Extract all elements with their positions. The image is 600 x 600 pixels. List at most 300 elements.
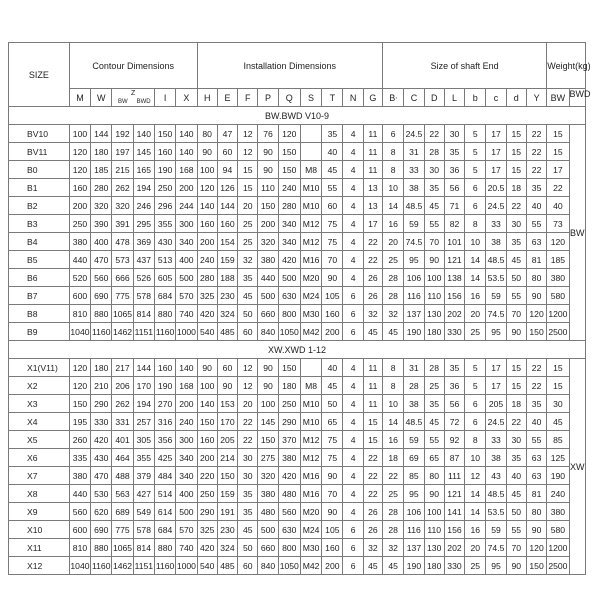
row-size-name: B1 bbox=[9, 179, 70, 197]
table-cell: 85 bbox=[404, 467, 424, 485]
table-cell: 28 bbox=[404, 377, 424, 395]
table-cell: 60 bbox=[217, 359, 237, 377]
row-size-name: X7 bbox=[9, 467, 70, 485]
table-cell: 180 bbox=[424, 557, 444, 575]
table-cell: 110 bbox=[424, 521, 444, 539]
table-cell: 430 bbox=[91, 449, 112, 467]
z-bw-label: BW bbox=[117, 99, 128, 105]
table-cell: 270 bbox=[154, 395, 175, 413]
col-b: b bbox=[465, 89, 486, 107]
table-cell: 217 bbox=[112, 359, 133, 377]
table-cell: M24 bbox=[300, 287, 321, 305]
table-cell: 48.5 bbox=[404, 197, 424, 215]
table-cell: 480 bbox=[258, 503, 278, 521]
table-cell: 160 bbox=[217, 215, 237, 233]
table-cell: 740 bbox=[176, 305, 197, 323]
table-row bbox=[9, 395, 586, 413]
table-cell: 420 bbox=[91, 431, 112, 449]
table-cell: 330 bbox=[444, 323, 464, 341]
table-cell: 106 bbox=[404, 503, 424, 521]
table-cell: 120 bbox=[278, 125, 300, 143]
table-cell: 690 bbox=[91, 287, 112, 305]
table-cell: 75 bbox=[322, 449, 343, 467]
table-cell: 35 bbox=[526, 395, 546, 413]
table-cell: 105 bbox=[322, 521, 343, 539]
table-cell: 150 bbox=[154, 125, 175, 143]
table-cell: 168 bbox=[176, 161, 197, 179]
table-cell: 420 bbox=[197, 305, 217, 323]
table-cell: 240 bbox=[176, 413, 197, 431]
table-row bbox=[9, 557, 586, 575]
table-cell: 35 bbox=[424, 179, 444, 197]
row-size-name: BV10 bbox=[9, 125, 70, 143]
table-cell: 59 bbox=[486, 287, 506, 305]
table-cell: 32 bbox=[383, 305, 404, 323]
table-cell: 30 bbox=[238, 467, 258, 485]
table-cell: 45 bbox=[424, 197, 444, 215]
table-cell: 400 bbox=[176, 251, 197, 269]
table-cell: 200 bbox=[258, 215, 278, 233]
table-row bbox=[9, 521, 586, 539]
table-cell: 73 bbox=[547, 215, 569, 233]
table-cell: 28 bbox=[383, 269, 404, 287]
table-cell: 1065 bbox=[112, 539, 133, 557]
table-cell: 240 bbox=[547, 485, 569, 503]
table-cell: 540 bbox=[197, 557, 217, 575]
table-cell: 12 bbox=[465, 467, 486, 485]
table-cell: 464 bbox=[112, 449, 133, 467]
table-cell: 379 bbox=[133, 467, 154, 485]
table-cell: 40 bbox=[322, 143, 343, 161]
table-cell: 156 bbox=[444, 287, 464, 305]
table-cell: 6 bbox=[343, 521, 363, 539]
table-cell: 125 bbox=[547, 449, 569, 467]
table-cell: 513 bbox=[154, 251, 175, 269]
table-cell: 53.5 bbox=[486, 269, 506, 287]
table-cell: 120 bbox=[69, 377, 90, 395]
z-bwd-label: BWD bbox=[136, 99, 151, 105]
table-cell: 100 bbox=[197, 161, 217, 179]
table-cell: 690 bbox=[91, 521, 112, 539]
table-cell: 1160 bbox=[154, 323, 175, 341]
table-cell: 214 bbox=[217, 449, 237, 467]
table-cell: 25 bbox=[238, 233, 258, 251]
table-cell bbox=[300, 143, 321, 161]
table-cell: 82 bbox=[444, 215, 464, 233]
table-cell: 478 bbox=[112, 233, 133, 251]
table-cell: 190 bbox=[547, 467, 569, 485]
table-cell: 55 bbox=[424, 431, 444, 449]
table-cell: 614 bbox=[154, 503, 175, 521]
col-C: C bbox=[404, 89, 424, 107]
row-size-name: B0 bbox=[9, 161, 70, 179]
table-cell: 24.5 bbox=[486, 413, 506, 431]
table-cell: 5 bbox=[465, 143, 486, 161]
header-row-2 bbox=[9, 89, 586, 107]
table-cell: 22 bbox=[363, 485, 382, 503]
table-cell: 30 bbox=[506, 215, 526, 233]
table-cell: 400 bbox=[91, 233, 112, 251]
table-cell: 660 bbox=[258, 305, 278, 323]
table-cell: M30 bbox=[300, 305, 321, 323]
col-Q: Q bbox=[278, 89, 300, 107]
table-row bbox=[9, 251, 586, 269]
table-cell: 45 bbox=[424, 413, 444, 431]
table-cell: 605 bbox=[154, 269, 175, 287]
table-cell: 500 bbox=[258, 287, 278, 305]
table-cell: 180 bbox=[278, 377, 300, 395]
table-cell: 26 bbox=[363, 503, 382, 521]
table-cell: 202 bbox=[444, 539, 464, 557]
table-cell: 100 bbox=[424, 503, 444, 521]
table-cell: 55 bbox=[424, 215, 444, 233]
table-cell: 90 bbox=[322, 269, 343, 287]
table-cell: 8 bbox=[383, 359, 404, 377]
section-title: XW.XWD 1-12 bbox=[9, 341, 586, 359]
table-cell: 6 bbox=[383, 125, 404, 143]
table-cell: M12 bbox=[300, 449, 321, 467]
table-cell: 22 bbox=[526, 377, 546, 395]
table-cell: 120 bbox=[547, 233, 569, 251]
table-cell: M12 bbox=[300, 431, 321, 449]
table-cell: 140 bbox=[197, 395, 217, 413]
table-cell: 197 bbox=[112, 143, 133, 161]
table-cell: 145 bbox=[258, 413, 278, 431]
table-cell: 22 bbox=[506, 197, 526, 215]
table-cell: 156 bbox=[444, 521, 464, 539]
table-cell: 480 bbox=[278, 485, 300, 503]
table-cell: 165 bbox=[133, 161, 154, 179]
table-cell: 75 bbox=[322, 215, 343, 233]
table-cell: 10 bbox=[383, 179, 404, 197]
table-cell: 560 bbox=[91, 269, 112, 287]
table-cell: 150 bbox=[278, 161, 300, 179]
table-cell: 369 bbox=[133, 233, 154, 251]
table-cell: 200 bbox=[197, 233, 217, 251]
table-cell: 12 bbox=[238, 125, 258, 143]
table-cell: 200 bbox=[322, 557, 343, 575]
row-size-name: X11 bbox=[9, 539, 70, 557]
table-cell: 401 bbox=[112, 431, 133, 449]
table-cell: 180 bbox=[91, 143, 112, 161]
table-cell: 70 bbox=[506, 305, 526, 323]
table-cell: 70 bbox=[322, 251, 343, 269]
table-cell: 188 bbox=[217, 269, 237, 287]
table-cell: 63 bbox=[526, 467, 546, 485]
table-cell: 11 bbox=[363, 359, 382, 377]
table-cell: 185 bbox=[91, 161, 112, 179]
table-cell bbox=[300, 125, 321, 143]
table-cell: 22 bbox=[363, 467, 382, 485]
table-cell: 22 bbox=[547, 179, 569, 197]
table-cell: 250 bbox=[197, 485, 217, 503]
table-cell: 485 bbox=[217, 557, 237, 575]
table-row bbox=[9, 305, 586, 323]
table-cell: 28 bbox=[383, 521, 404, 539]
table-cell: 1200 bbox=[547, 539, 569, 557]
table-cell: 22 bbox=[526, 125, 546, 143]
table-cell: 192 bbox=[112, 125, 133, 143]
table-cell: 90 bbox=[526, 287, 546, 305]
table-cell: 570 bbox=[176, 521, 197, 539]
col-H: H bbox=[197, 89, 217, 107]
table-cell: 470 bbox=[91, 251, 112, 269]
table-cell: 4 bbox=[343, 179, 363, 197]
table-cell: 100 bbox=[197, 377, 217, 395]
table-cell: 26 bbox=[363, 287, 382, 305]
table-cell: 45 bbox=[506, 485, 526, 503]
table-cell: 500 bbox=[176, 503, 197, 521]
table-cell: 55 bbox=[526, 215, 546, 233]
table-cell: 95 bbox=[404, 251, 424, 269]
table-row bbox=[9, 449, 586, 467]
table-cell: 240 bbox=[197, 251, 217, 269]
table-cell: 13 bbox=[363, 197, 382, 215]
table-cell: 4 bbox=[343, 431, 363, 449]
table-cell: 390 bbox=[91, 215, 112, 233]
table-cell: 32 bbox=[363, 539, 382, 557]
table-cell: 25 bbox=[465, 557, 486, 575]
table-cell: 140 bbox=[176, 143, 197, 161]
table-cell: 48.5 bbox=[486, 251, 506, 269]
table-cell: 5 bbox=[465, 377, 486, 395]
table-cell: 28 bbox=[424, 359, 444, 377]
table-cell: 90 bbox=[424, 251, 444, 269]
table-cell: 16 bbox=[383, 431, 404, 449]
table-cell: 880 bbox=[91, 539, 112, 557]
table-cell: 16 bbox=[383, 215, 404, 233]
table-row bbox=[9, 503, 586, 521]
table-cell: 33 bbox=[486, 431, 506, 449]
table-cell: 1160 bbox=[154, 557, 175, 575]
table-cell: 4 bbox=[343, 503, 363, 521]
col-F: F bbox=[238, 89, 258, 107]
table-row bbox=[9, 431, 586, 449]
table-cell: 74.5 bbox=[404, 233, 424, 251]
table-cell: 32 bbox=[383, 539, 404, 557]
table-cell: M10 bbox=[300, 197, 321, 215]
table-cell: 190 bbox=[404, 557, 424, 575]
table-cell: 6 bbox=[343, 323, 363, 341]
table-cell: 81 bbox=[526, 485, 546, 503]
table-cell: 159 bbox=[217, 251, 237, 269]
table-cell: 1200 bbox=[547, 305, 569, 323]
table-cell: 160 bbox=[154, 143, 175, 161]
table-row bbox=[9, 125, 586, 143]
table-cell: 120 bbox=[197, 179, 217, 197]
table-cell: 154 bbox=[217, 233, 237, 251]
table-cell: 4 bbox=[343, 449, 363, 467]
table-cell: 65 bbox=[424, 449, 444, 467]
table-cell: 1000 bbox=[176, 323, 197, 341]
table-cell: 331 bbox=[112, 413, 133, 431]
table-cell: 814 bbox=[133, 539, 154, 557]
table-cell: 810 bbox=[69, 305, 90, 323]
table-cell: 380 bbox=[258, 485, 278, 503]
table-cell: 4 bbox=[343, 413, 363, 431]
table-cell: 324 bbox=[217, 539, 237, 557]
table-cell: 440 bbox=[69, 251, 90, 269]
table-cell: 12 bbox=[238, 359, 258, 377]
table-cell: 70 bbox=[506, 539, 526, 557]
table-cell: 15 bbox=[363, 413, 382, 431]
table-cell: 330 bbox=[444, 557, 464, 575]
table-cell: 684 bbox=[154, 287, 175, 305]
table-cell: 1065 bbox=[112, 305, 133, 323]
table-cell: 60 bbox=[238, 557, 258, 575]
table-cell: 38 bbox=[486, 233, 506, 251]
table-cell: 40 bbox=[506, 467, 526, 485]
row-size-name: B2 bbox=[9, 197, 70, 215]
table-cell: 775 bbox=[112, 287, 133, 305]
table-cell: 45 bbox=[363, 557, 382, 575]
table-cell: 440 bbox=[258, 269, 278, 287]
table-cell: 1040 bbox=[69, 557, 90, 575]
table-cell: 355 bbox=[133, 449, 154, 467]
table-cell: 325 bbox=[197, 287, 217, 305]
table-cell: 4 bbox=[343, 395, 363, 413]
table-cell: 15 bbox=[547, 143, 569, 161]
table-cell: M10 bbox=[300, 395, 321, 413]
table-cell: 5 bbox=[465, 359, 486, 377]
table-cell: 22 bbox=[383, 467, 404, 485]
table-cell: 420 bbox=[278, 467, 300, 485]
table-cell: 320 bbox=[112, 197, 133, 215]
table-cell: 17 bbox=[547, 161, 569, 179]
table-cell: 775 bbox=[112, 521, 133, 539]
table-cell: 15 bbox=[506, 125, 526, 143]
table-cell: 25 bbox=[465, 323, 486, 341]
col-G: G bbox=[363, 89, 382, 107]
row-size-name: B6 bbox=[9, 269, 70, 287]
table-cell: 500 bbox=[258, 521, 278, 539]
table-cell: 630 bbox=[278, 287, 300, 305]
table-cell: 26 bbox=[363, 521, 382, 539]
table-cell: 90 bbox=[258, 161, 278, 179]
table-cell: 40 bbox=[526, 197, 546, 215]
table-cell: 75 bbox=[322, 233, 343, 251]
table-cell: 2500 bbox=[547, 323, 569, 341]
table-cell: 130 bbox=[424, 305, 444, 323]
table-cell: 427 bbox=[133, 485, 154, 503]
table-cell: 50 bbox=[238, 305, 258, 323]
table-cell: 90 bbox=[506, 323, 526, 341]
section-title-row bbox=[9, 107, 586, 125]
table-cell: 10 bbox=[465, 449, 486, 467]
table-cell: 514 bbox=[154, 485, 175, 503]
table-cell: 120 bbox=[69, 143, 90, 161]
table-cell: 45 bbox=[363, 323, 382, 341]
table-cell: 810 bbox=[69, 539, 90, 557]
table-cell: 230 bbox=[217, 521, 237, 539]
table-cell: 305 bbox=[133, 431, 154, 449]
table-cell: 140 bbox=[176, 125, 197, 143]
table-cell: 12 bbox=[238, 143, 258, 161]
dimension-table bbox=[8, 42, 591, 575]
table-cell: 190 bbox=[154, 161, 175, 179]
table-cell: 45 bbox=[383, 557, 404, 575]
table-cell: 18 bbox=[506, 395, 526, 413]
table-cell: 4 bbox=[343, 467, 363, 485]
table-cell: 205 bbox=[217, 431, 237, 449]
table-cell: 45 bbox=[322, 377, 343, 395]
table-cell: 814 bbox=[133, 305, 154, 323]
table-cell: 120 bbox=[69, 359, 90, 377]
table-cell: M8 bbox=[300, 377, 321, 395]
table-cell: 11 bbox=[363, 161, 382, 179]
table-cell: 35 bbox=[424, 395, 444, 413]
table-cell: 200 bbox=[197, 449, 217, 467]
table-cell: 160 bbox=[322, 305, 343, 323]
table-cell: 380 bbox=[69, 467, 90, 485]
table-cell: 190 bbox=[404, 323, 424, 341]
table-cell: 30 bbox=[506, 431, 526, 449]
table-cell: 280 bbox=[278, 197, 300, 215]
table-cell: 28 bbox=[424, 143, 444, 161]
table-cell: 520 bbox=[69, 269, 90, 287]
row-size-name: X8 bbox=[9, 485, 70, 503]
table-cell: M24 bbox=[300, 521, 321, 539]
table-cell: 4 bbox=[343, 233, 363, 251]
table-cell: 666 bbox=[112, 269, 133, 287]
table-cell: 25 bbox=[424, 377, 444, 395]
table-cell: 340 bbox=[176, 233, 197, 251]
table-cell: 340 bbox=[278, 233, 300, 251]
table-cell: 290 bbox=[197, 503, 217, 521]
table-cell: 740 bbox=[176, 539, 197, 557]
table-cell: M42 bbox=[300, 557, 321, 575]
table-cell: 31 bbox=[404, 359, 424, 377]
table-cell: 330 bbox=[91, 413, 112, 431]
table-cell: 30 bbox=[424, 161, 444, 179]
table-row bbox=[9, 179, 586, 197]
table-cell: 11 bbox=[363, 125, 382, 143]
col-d: d bbox=[506, 89, 526, 107]
table-cell: 35 bbox=[526, 179, 546, 197]
table-cell: 150 bbox=[258, 431, 278, 449]
table-cell: 6 bbox=[343, 287, 363, 305]
table-cell: 16 bbox=[465, 287, 486, 305]
table-cell: 22 bbox=[238, 413, 258, 431]
table-cell: 262 bbox=[112, 179, 133, 197]
table-cell: 200 bbox=[176, 395, 197, 413]
table-cell: 75 bbox=[322, 431, 343, 449]
table-cell: 17 bbox=[486, 161, 506, 179]
table-cell: 144 bbox=[217, 197, 237, 215]
table-cell: 484 bbox=[154, 467, 175, 485]
table-cell: 35 bbox=[506, 449, 526, 467]
table-cell: 15 bbox=[506, 359, 526, 377]
table-cell: 120 bbox=[69, 161, 90, 179]
table-cell: 15 bbox=[547, 377, 569, 395]
table-cell: 70 bbox=[322, 485, 343, 503]
table-cell: 437 bbox=[133, 251, 154, 269]
table-cell: 684 bbox=[154, 521, 175, 539]
table-cell: 580 bbox=[547, 287, 569, 305]
table-cell: 140 bbox=[133, 125, 154, 143]
row-size-name: X3 bbox=[9, 395, 70, 413]
table-cell: 30 bbox=[444, 125, 464, 143]
row-size-name: X5 bbox=[9, 431, 70, 449]
table-cell: 121 bbox=[444, 251, 464, 269]
table-cell: 4 bbox=[343, 269, 363, 287]
table-cell: 5 bbox=[465, 125, 486, 143]
table-cell: 20 bbox=[238, 197, 258, 215]
table-cell: 55 bbox=[506, 287, 526, 305]
table-cell: 150 bbox=[278, 359, 300, 377]
table-cell: 355 bbox=[154, 215, 175, 233]
table-cell: 17 bbox=[486, 377, 506, 395]
